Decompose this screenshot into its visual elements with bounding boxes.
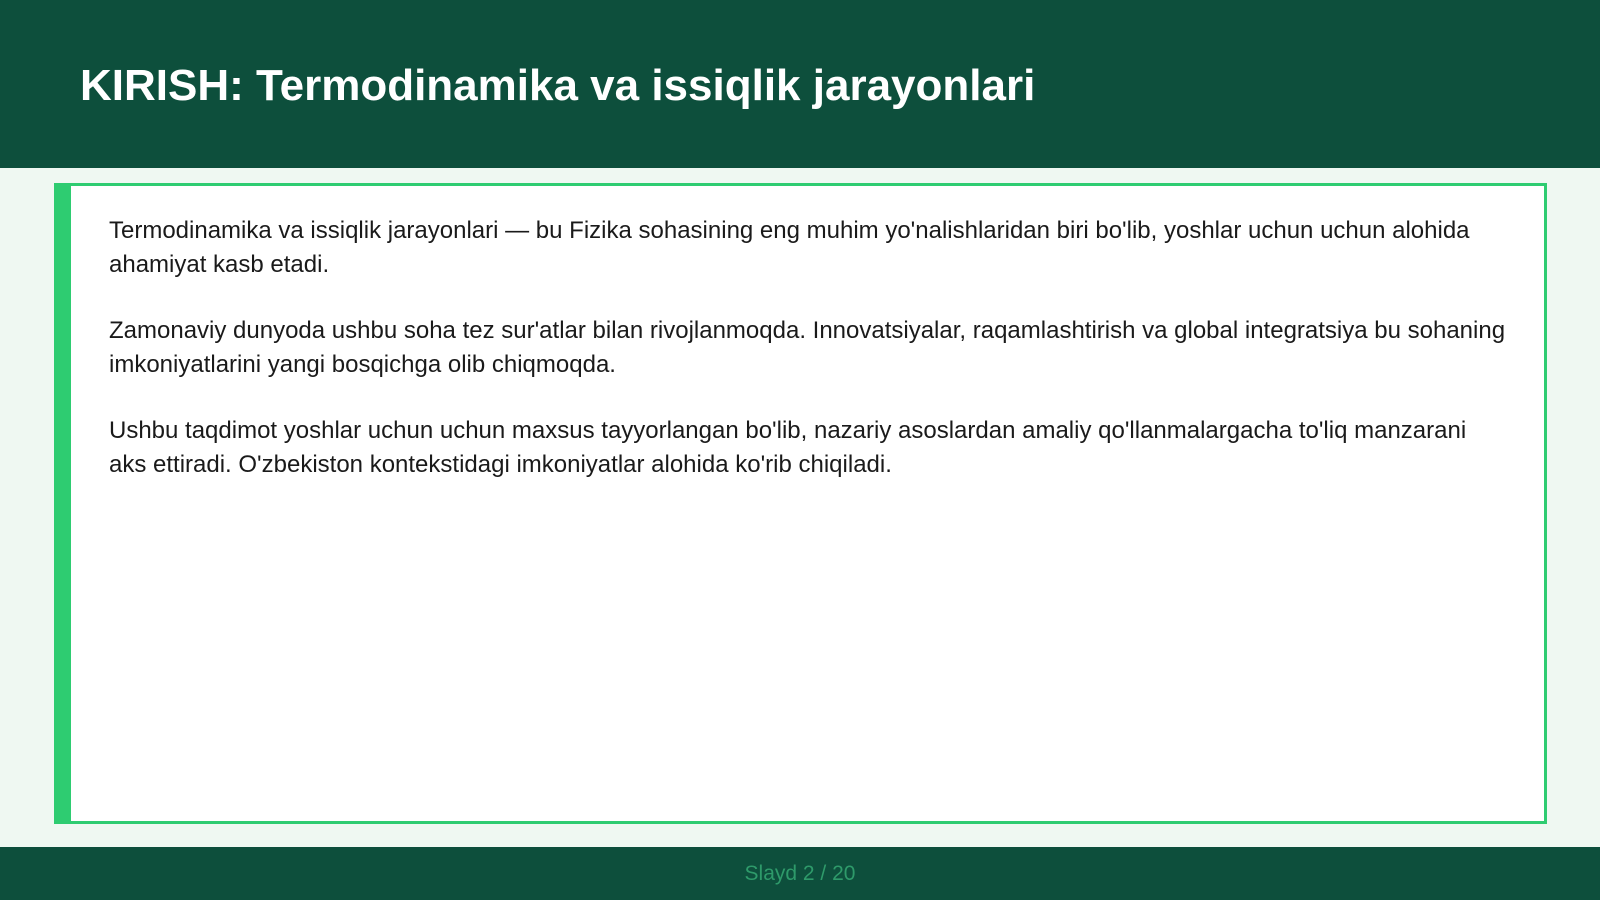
paragraph-intro: Termodinamika va issiqlik jarayonlari — bu Fizika sohasining eng muhim yo'nalishlaridan biri bo'lib, yoshlar uchun uchun alohida ahamiyat kasb etadi. bbox=[109, 217, 1470, 278]
content-card bbox=[54, 183, 1547, 824]
slide-counter: Slayd 2 / 20 bbox=[744, 862, 856, 885]
slide-footer bbox=[0, 847, 1600, 900]
slide-title: KIRISH: Termodinamika va issiqlik jarayonlari bbox=[80, 61, 1036, 110]
content-body bbox=[109, 214, 1509, 514]
slide-header bbox=[0, 0, 1600, 168]
paragraph-presentation-purpose: Ushbu taqdimot yoshlar uchun uchun maxsus tayyorlangan bo'lib, nazariy asoslardan amaliy qo'llanmalargacha to'liq manzarani aks ettiradi. O'zbekiston kontekstidagi imkoniyatlar alohida ko'rib chiqiladi. bbox=[109, 417, 1467, 478]
paragraph-modern-world: Zamonaviy dunyoda ushbu soha tez sur'atlar bilan rivojlanmoqda. Innovatsiyalar, raqamlashtirish va global integratsiya bu sohaning imkoniyatlarini yangi bosqichga olib chiqmoqda. bbox=[109, 317, 1506, 378]
